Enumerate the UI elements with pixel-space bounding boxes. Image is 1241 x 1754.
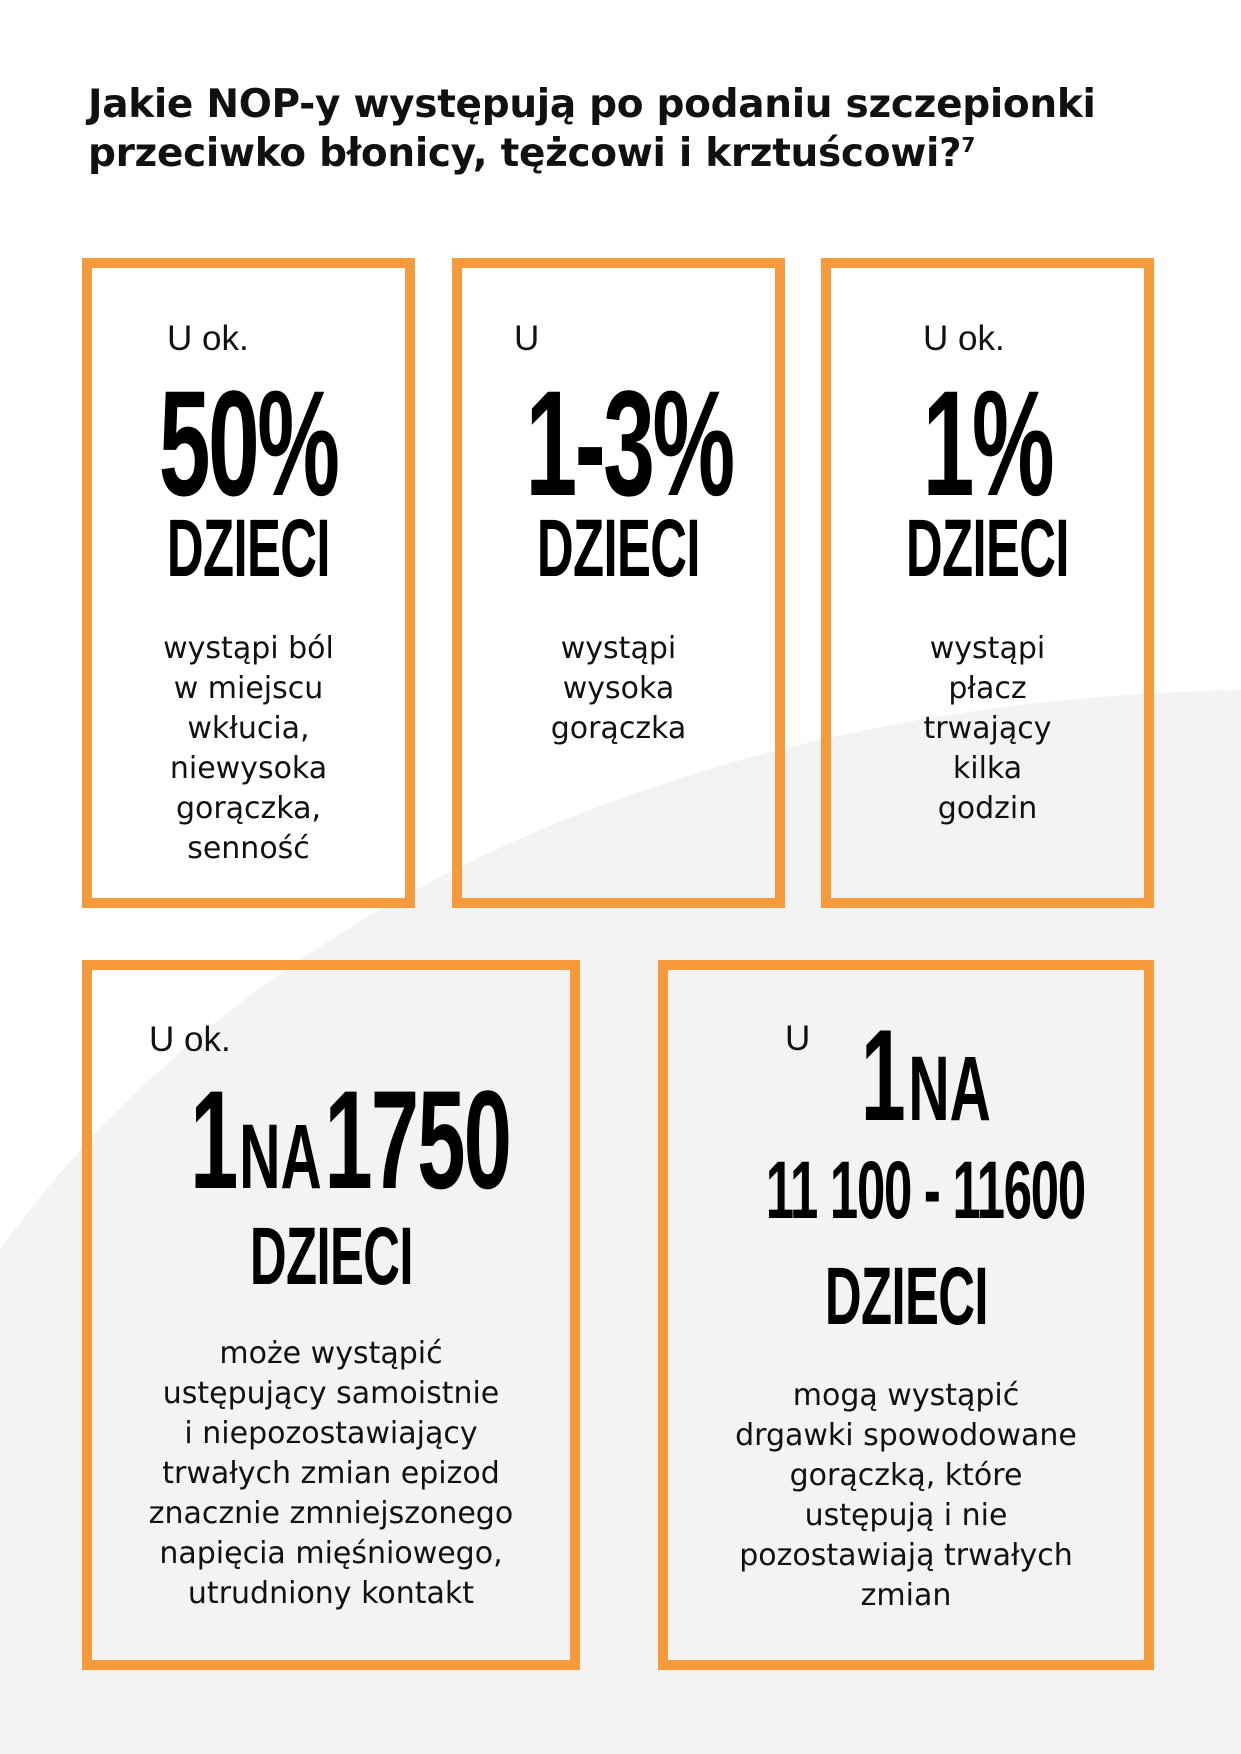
title-line-1: Jakie NOP-y występują po podaniu szczepionki (88, 82, 1096, 127)
figure-number: 1750 (324, 1061, 511, 1218)
card-description: mogą wystąpić drgawki spowodowane gorączką, które ustępują i nie pozostawiają trwałych zmian (735, 1378, 1077, 1613)
card-noun: DZIECI (824, 1251, 988, 1342)
card-figure: 50% (159, 359, 338, 527)
page-title (88, 80, 1188, 178)
card-1-percent (821, 258, 1154, 908)
card-description: wystąpi wysoka gorączka (550, 631, 687, 746)
card-prefix: U (514, 319, 540, 358)
figure-one: 1 (861, 1002, 906, 1148)
card-1-na-1750 (82, 960, 580, 1670)
card-figure: 1% (922, 359, 1053, 527)
figure-na: NA (239, 1106, 322, 1208)
card-prefix: U ok. (923, 319, 1005, 358)
card-description: może wystąpić ustępujący samoistnie i niepozostawiający trwałych zmian epizod znacznie zmniejszonego napięcia mięśniowego, utrudniony kontakt (148, 1336, 514, 1611)
card-figure (708, 1002, 1144, 1148)
card-noun: DZIECI (906, 503, 1069, 594)
card-1-na-11100-11600 (658, 960, 1154, 1670)
figure-na: NA (908, 1038, 991, 1140)
card-figure: 1-3% (525, 359, 733, 527)
card-description: wystąpi płacz trwający kilka godzin (923, 631, 1052, 826)
card-1-3-percent (452, 258, 785, 908)
card-prefix: U ok. (167, 319, 249, 358)
title-line-2: przeciwko błonicy, tężcowi i krztuścowi?$^7$ (88, 131, 975, 176)
card-noun: DZIECI (537, 503, 700, 594)
card-noun: DZIECI (249, 1211, 413, 1302)
footnote-marker: 7 (961, 133, 975, 157)
card-figure (92, 1061, 570, 1218)
card-figure-range: 11 100 - 11600 (765, 1145, 1085, 1236)
card-description: wystąpi ból w miejscu wkłucia, niewysoka gorączka, senność (163, 631, 334, 866)
figure-one: 1 (190, 1061, 237, 1218)
card-prefix: U (785, 1019, 811, 1058)
card-noun: DZIECI (167, 503, 330, 594)
card-50-percent (82, 258, 415, 908)
card-prefix: U ok. (149, 1020, 231, 1059)
